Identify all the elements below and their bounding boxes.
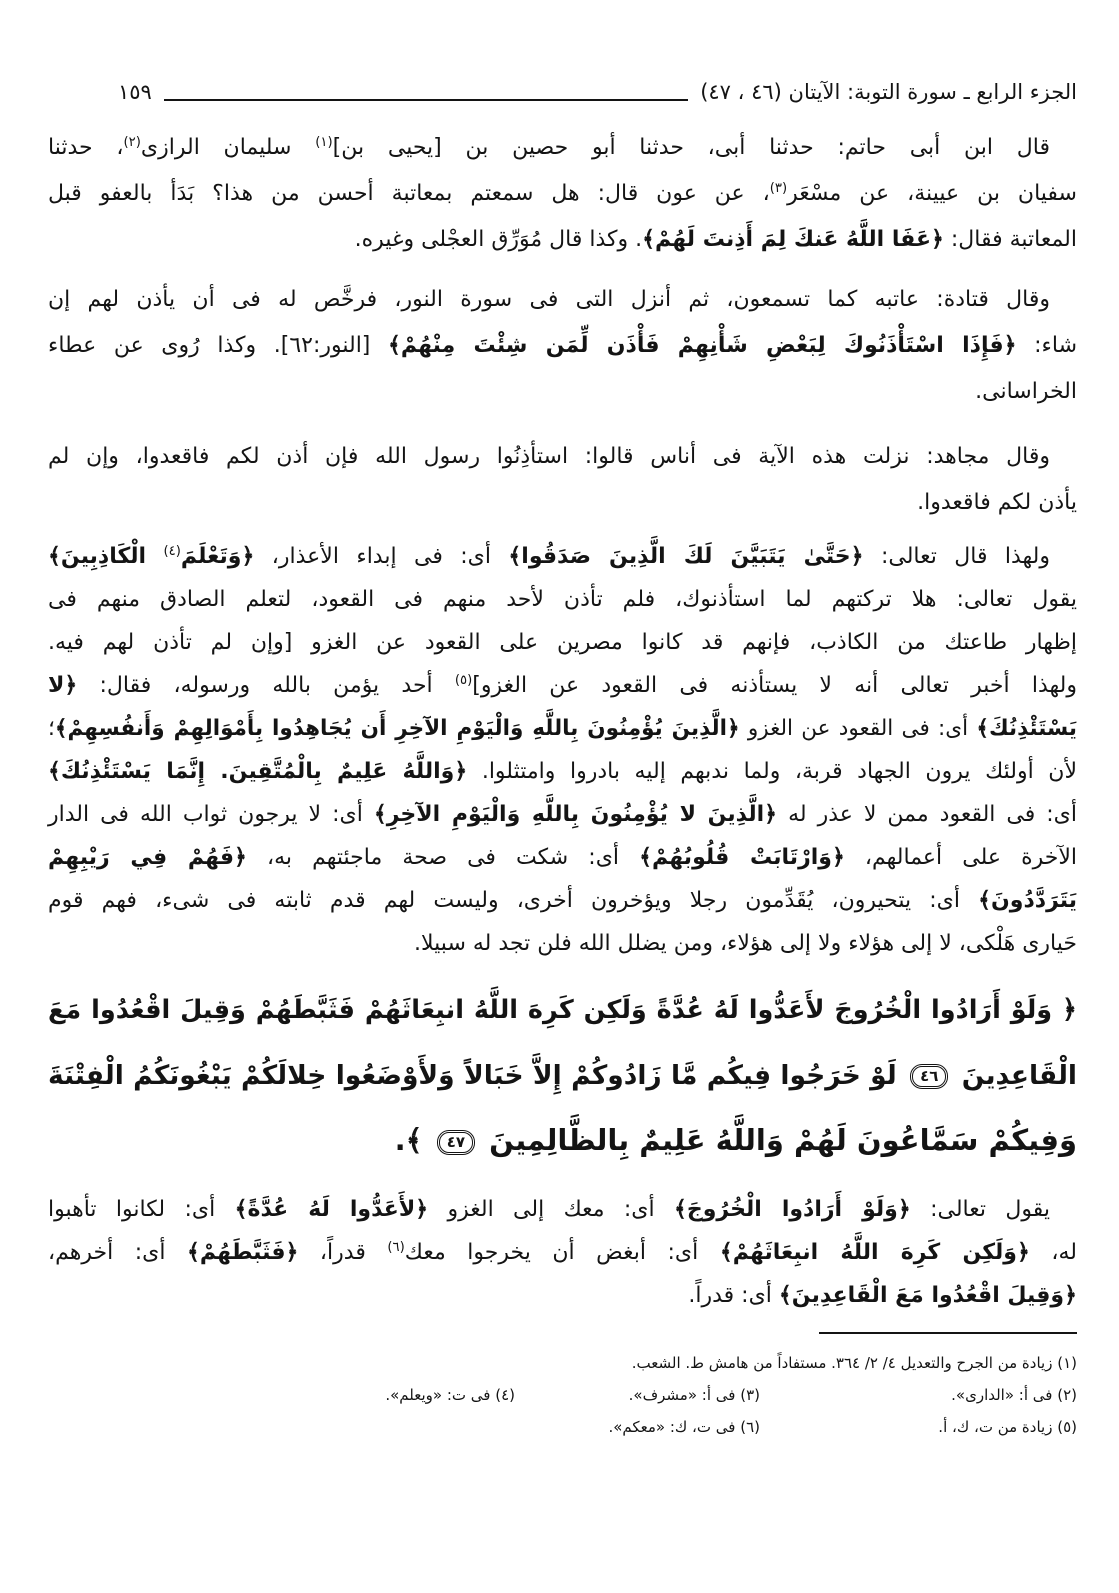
text-line	[48, 1043, 1077, 1108]
text-line	[48, 277, 1077, 323]
footnote-item: (٣) فى أ: «مشرف».	[628, 1386, 760, 1404]
text-line	[48, 125, 1077, 171]
text-segment: المعاتبة فقال:	[943, 227, 1077, 252]
footnote-ref: (٥)	[454, 673, 473, 689]
text-line	[48, 707, 1077, 750]
ayah-number-marker: ٤٧	[437, 1130, 475, 1155]
text-segment: ، حدثنا	[48, 135, 124, 160]
text-segment: أى: أخرهم،	[48, 1240, 188, 1265]
text-segment: حَيارى هَلْكى، لا إلى هؤلاء ولا إلى هؤلاء، ومن يضلل الله فلن تجد له سبيلا.	[414, 931, 1077, 956]
text-segment: ولهذا قال تعالى:	[863, 544, 1050, 569]
footnote-item: (٥) زيادة من ت، ك، أ.	[938, 1418, 1077, 1436]
running-title: الجزء الرابع ـ سورة التوبة: الآيتان (٤٦ ، ٤٧)	[700, 80, 1077, 104]
footnote-row	[48, 1411, 1077, 1443]
text-line	[48, 578, 1077, 621]
text-segment: سفيان بن عيينة، عن مسْعَر	[787, 181, 1077, 206]
footnote-ref: (٦)	[387, 1240, 405, 1256]
quran-quote: ﴿فَإِذَا اسْتَأْذَنُوكَ لِبَعْضِ شَأْنِهِمْ فَأْذَن لِّمَن شِئْتَ مِنْهُمْ﴾	[388, 333, 1017, 358]
text-segment: إظهار طاعتك من الكاذب، فإنهم قد كانوا مصرين على القعود عن الغزو [وإن لم تأذن لهم فيه.	[48, 630, 1077, 655]
text-segment: أحد يؤمن بالله ورسوله، فقال:	[77, 673, 455, 698]
text-segment: قال ابن أبى حاتم: حدثنا أبى، حدثنا أبو حصين بن [يحيى بن]	[332, 135, 1050, 160]
text-segment: شاء:	[1016, 333, 1078, 358]
text-segment: ﴿ وَلَوْ أَرَادُوا الْخُرُوجَ لأَعَدُّوا لَهُ عُدَّةً وَلَكِن كَرِهَ اللَّهُ انبِعَاثَهُمْ فَثَبَّطَهُمْ وَقِيلَ اقْعُدُوا مَعَ	[48, 995, 1077, 1025]
text-line	[48, 535, 1077, 578]
text-segment: الْقَاعِدِينَ	[952, 1060, 1077, 1091]
page-number: ١٥٩	[118, 80, 152, 104]
text-segment: قدراً،	[298, 1240, 388, 1265]
footnote-row	[48, 1379, 1077, 1411]
quran-quote: ﴿وَاللَّهُ عَلِيمٌ بِالْمُتَّقِينَ. إِنَّمَا يَسْتَئْذِنُكَ﴾	[48, 759, 468, 784]
footnote-item: (١) زيادة من الجرح والتعديل ٤/ ٢/ ٣٦٤. مستفاداً من هامش ط. الشعب.	[631, 1354, 1077, 1372]
footnote-ref: (٣)	[769, 181, 788, 197]
text-segment	[146, 544, 163, 569]
quran-quote: ﴿الَّذِينَ لا يُؤْمِنُونَ بِاللَّهِ وَالْيَوْمِ الآخِرِ﴾	[373, 802, 778, 827]
text-segment: أى: لكانوا تأهبوا	[48, 1197, 235, 1222]
text-segment: ﴾.	[394, 1123, 433, 1157]
quran-quote: ﴿وَقِيلَ اقْعُدُوا مَعَ الْقَاعِدِينَ﴾	[778, 1283, 1077, 1308]
header-rule	[164, 99, 688, 101]
footnote-ref: (١)	[315, 135, 333, 151]
quran-quote: ﴿لأَعَدُّوا لَهُ عُدَّةً﴾	[234, 1197, 429, 1222]
footnote-ref: (٤)	[163, 544, 181, 560]
text-line	[48, 664, 1077, 707]
footnote-row	[48, 1347, 1077, 1379]
text-line	[48, 1274, 1077, 1317]
text-segment: له،	[1029, 1240, 1078, 1265]
quran-quote: يَتَرَدَّدُونَ﴾	[978, 888, 1077, 913]
text-line	[48, 434, 1077, 480]
text-segment: وقال قتادة: عاتبه كما تسمعون، ثم أنزل التى فى سورة النور، فرخَّص له فى أن يأذن لهم إن	[48, 287, 1050, 312]
quran-quote: الْكَاذِبِينَ﴾	[48, 544, 147, 569]
footnotes	[48, 1347, 1077, 1443]
text-line	[48, 1188, 1077, 1231]
text-segment: يقول تعالى:	[910, 1197, 1050, 1222]
quran-quote: ﴿حَتَّىٰ يَتَبَيَّنَ لَكَ الَّذِينَ صَدَقُوا﴾	[508, 544, 864, 569]
quran-quote: ﴿فَهُمْ فِي رَيْبِهِمْ	[48, 845, 247, 870]
text-segment: [النور:٦٢]. وكذا رُوى عن عطاء	[48, 333, 388, 358]
text-line	[48, 836, 1077, 879]
text-line	[48, 922, 1077, 965]
footnote-item: (٢) فى أ: «الدارى».	[951, 1386, 1077, 1404]
quran-quote: ﴿الَّذِينَ يُؤْمِنُونَ بِاللَّهِ وَالْيَوْمِ الآخِرِ أَن يُجَاهِدُوا بِأَمْوَالِهِمْ وَأَنفُسِهِمْ﴾	[54, 716, 740, 741]
text-line	[48, 217, 1077, 263]
text-segment: لأن أولئك يرون الجهاد قربة، ولما ندبهم إليه بادروا وامتثلوا.	[467, 759, 1077, 784]
text-segment: أى: أبغض أن يخرجوا معك	[404, 1240, 720, 1265]
text-line	[48, 750, 1077, 793]
text-segment: الخراسانى.	[975, 379, 1077, 404]
text-segment: وقال مجاهد: نزلت هذه الآية فى أناس قالوا: استأذِنُوا رسول الله فإن أذن لكم فاقعدوا، وإن لم	[48, 444, 1050, 469]
text-segment: أى: يتحيرون، يُقَدِّمون رجلا ويؤخرون أخرى، وليست لهم قدم ثابته فى شىء، فهم قوم	[48, 888, 979, 913]
text-segment: ولهذا أخبر تعالى أنه لا يستأذنه فى القعود عن الغزو]	[472, 673, 1077, 698]
text-line	[48, 369, 1077, 415]
footnote-ref: (٢)	[123, 135, 141, 151]
paragraph	[48, 125, 1077, 263]
text-line	[48, 171, 1077, 217]
paragraph	[48, 1188, 1077, 1317]
paragraph	[48, 277, 1077, 415]
text-line	[48, 793, 1077, 836]
ayah-number-marker: ٤٦	[910, 1064, 948, 1089]
text-segment: لَوْ خَرَجُوا فِيكُم مَّا زَادُوكُمْ إِلاَّ خَبَالاً وَلأَوْضَعُوا خِلالَكُمْ يَبْغُونَكُمُ الْفِتْنَةَ	[48, 1060, 907, 1091]
text-segment: أى: لا يرجون ثواب الله فى الدار	[48, 802, 374, 827]
text-segment: وَفِيكُمْ سَمَّاعُونَ لَهُمْ وَاللَّهُ عَلِيمٌ بِالظَّالِمِينَ	[479, 1123, 1077, 1157]
quran-quote: ﴿وَتَعْلَمَ	[180, 544, 255, 569]
text-line	[48, 621, 1077, 664]
text-line	[48, 323, 1077, 369]
quran-quote: ﴿لا	[48, 673, 78, 698]
text-line	[48, 1231, 1077, 1274]
footnote-separator	[819, 1332, 1077, 1334]
quran-quote: ﴿وَارْتَابَتْ قُلُوبُهُمْ﴾	[639, 845, 845, 870]
text-segment: أى: فى القعود عن الغزو	[739, 716, 977, 741]
text-segment: . وكذا قال مُوَرِّق العجْلى وغيره.	[354, 227, 643, 252]
text-segment: أى: معك إلى الغزو	[428, 1197, 675, 1222]
quran-quote: يَسْتَئْذِنُكَ﴾	[976, 716, 1078, 741]
text-line	[48, 879, 1077, 922]
footnote-item: (٦) فى ت، ك: «معكم».	[608, 1418, 760, 1436]
paragraph	[48, 434, 1077, 526]
quran-quote: ﴿وَلَوْ أَرَادُوا الْخُرُوجَ﴾	[674, 1197, 911, 1222]
text-segment: أى: شكت فى صحة ماجئتهم به،	[246, 845, 640, 870]
quran-quote: ﴿عَفَا اللَّهُ عَنكَ لِمَ أَذِنتَ لَهُمْ﴾	[642, 227, 944, 252]
text-line	[48, 1108, 1077, 1173]
verse-block	[48, 978, 1077, 1173]
text-line	[48, 978, 1077, 1043]
text-segment: أى: قدراً.	[688, 1283, 779, 1308]
text-segment: يقول تعالى: هلا تركتهم لما استأذنوك، فلم تأذن لأحد منهم فى القعود، لتعلم الصادق منهم فى	[48, 587, 1077, 612]
quran-quote: ﴿فَثَبَّطَهُمْ﴾	[187, 1240, 299, 1265]
text-segment: يأذن لكم فاقعدوا.	[917, 490, 1077, 515]
text-segment: ؛	[48, 716, 55, 741]
text-segment: الآخرة على أعمالهم،	[844, 845, 1078, 870]
page-header	[118, 72, 1077, 112]
footnote-item: (٤) فى ت: «ويعلم».	[385, 1386, 515, 1404]
text-segment: ، عن عون قال: هل سمعتم بمعاتبة أحسن من هذا؟ بَدَأ بالعفو قبل	[48, 181, 770, 206]
quran-quote: ﴿وَلَكِن كَرِهَ اللَّهُ انبِعَاثَهُمْ﴾	[719, 1240, 1030, 1265]
text-segment: أى: فى إبداء الأعذار،	[254, 544, 509, 569]
text-segment: سليمان الرازى	[140, 135, 316, 160]
text-segment: أى: فى القعود ممن لا عذر له	[777, 802, 1077, 827]
paragraph	[48, 535, 1077, 965]
text-line	[48, 480, 1077, 526]
